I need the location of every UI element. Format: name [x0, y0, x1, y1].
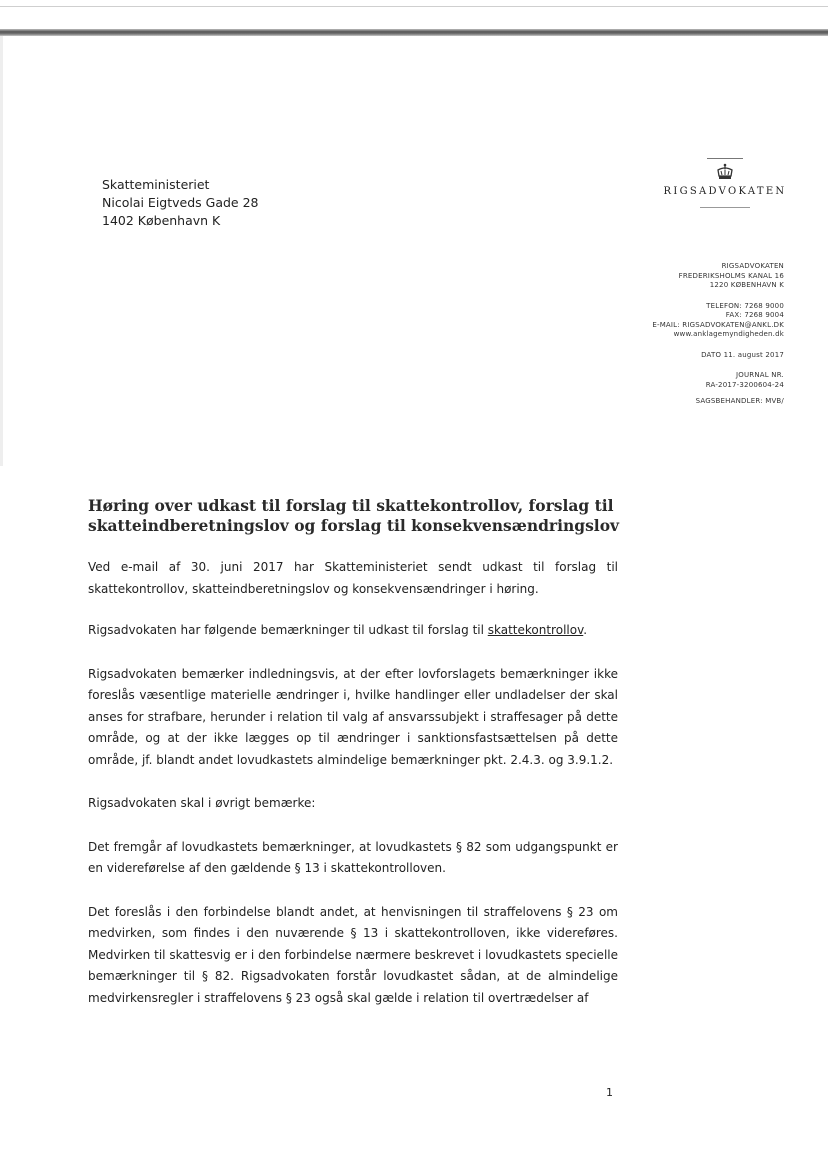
- case-handler: SAGSBEHANDLER: MVB/: [695, 397, 784, 405]
- paragraph-preliminary: Rigsadvokaten bemærker indledningsvis, at der efter lovforslagets bemærkninger ikke foreslås væsentlige materielle ændringer i, hvilke handlinger eller undladelser der skal anses for strafbare, herunder i relation til valg af ansvarssubjekt i straffesager på dette område, og at der ikke lægges op til ændringer i sanktionsfastsættelsen på dette område, jf. blandt andet lovudkastets almindelige bemærkninger pkt. 2.4.3. og 3.9.1.2.: [88, 666, 618, 767]
- letter-heading: [88, 496, 648, 536]
- sender-fax: FAX: 7268 9004: [725, 311, 784, 319]
- recipient-line: 1402 København K: [102, 213, 221, 228]
- sender-block: [652, 262, 784, 407]
- paragraph-complicity: Det foreslås i den forbindelse blandt andet, at henvisningen til straffelovens § 23 om medvirken, som findes i den nuværende § 13 i skattekontrolloven, ikke videreføres. Medvirken til skattesvig er i den forbindelse nærmere beskrevet i lovudkastets specielle bemærkninger til § 82. Rigsadvokaten forstår lovudkastet sådan, at de almindelige medvirkensregler i straffelovens § 23 også skal gælde i relation til overtrædelser af: [88, 904, 618, 1005]
- letter-date: DATO 11. august 2017: [701, 350, 784, 359]
- sender-phone: TELEFON: 7268 9000: [706, 301, 784, 310]
- paragraph-intro: Ved e-mail af 30. juni 2017 har Skatteministeriet sendt udkast til forslag til skattekontrollov, skatteindberetningslov og konsekvensændringer i høring.: [88, 560, 618, 596]
- journal-label: JOURNAL NR.: [736, 371, 784, 379]
- journal-number: RA-2017-3200604-24: [705, 380, 784, 389]
- scan-left-edge: [0, 36, 3, 466]
- recipient-address: [102, 176, 259, 230]
- sender-name: RIGSADVOKATEN: [721, 262, 784, 270]
- paragraph-remarks: [88, 620, 618, 642]
- sender-city: 1220 KØBENHAVN K: [709, 281, 784, 289]
- logo-rule-bottom: [700, 207, 750, 208]
- crown-icon: [716, 163, 734, 181]
- paragraph-further: Rigsadvokaten skal i øvrigt bemærke:: [88, 796, 316, 810]
- recipient-line: Nicolai Eigtveds Gade 28: [102, 195, 259, 210]
- skattekontrollov-underlined: skattekontrollov: [487, 623, 584, 637]
- page-number: 1: [606, 1086, 613, 1099]
- sender-email: E-MAIL: RIGSADVOKATEN@ANKL.DK: [652, 320, 784, 329]
- paragraph-remarks-end: .: [583, 623, 588, 637]
- sender-street: FREDERIKSHOLMS KANAL 16: [678, 271, 784, 280]
- scan-top-line: [0, 6, 828, 7]
- sender-web: www.anklagemyndigheden.dk: [673, 330, 784, 338]
- heading-line: skatteindberetningslov og forslag til konsekvensændringslov: [88, 516, 620, 535]
- rigsadvokaten-logo: [658, 158, 792, 208]
- recipient-line: Skatteministeriet: [102, 177, 210, 192]
- logo-rule-top: [707, 158, 743, 159]
- heading-line: Høring over udkast til forslag til skattekontrollov, forslag til: [88, 496, 614, 515]
- paragraph-remarks-text: Rigsadvokaten har følgende bemærkninger til udkast til forslag til: [88, 623, 488, 637]
- letter-body: [88, 557, 618, 1009]
- paragraph-section-82: Det fremgår af lovudkastets bemærkninger, at lovudkastets § 82 som udgangspunkt er en videreførelse af den gældende § 13 i skattekontrolloven.: [88, 839, 618, 875]
- logo-wordmark: RIGSADVOKATEN: [663, 186, 787, 197]
- scan-border-bar: [0, 29, 828, 36]
